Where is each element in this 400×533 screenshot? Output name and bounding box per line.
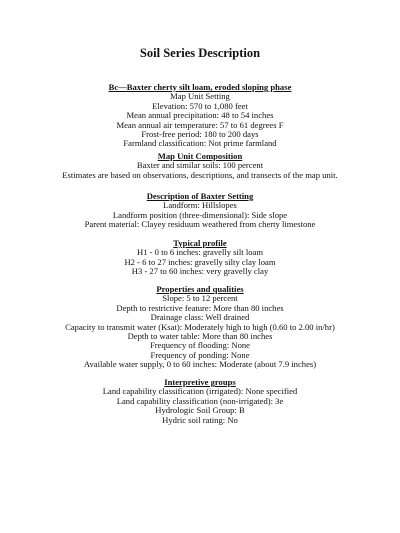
section-heading: Properties and qualities	[156, 284, 244, 294]
section-line: Frequency of flooding: None	[150, 340, 250, 351]
section-interpretive-groups	[0, 378, 400, 425]
section-line: Land capability classification (irrigated): None specified	[102, 386, 298, 397]
section-line: H1 - 0 to 6 inches: gravelly silt loam	[136, 247, 264, 258]
section-map-unit	[0, 83, 400, 149]
section-line: H2 - 6 to 27 inches: gravelly silty clay loam	[124, 256, 276, 267]
section-line: Frost-free period: 180 to 200 days	[141, 129, 259, 140]
section-line: Parent material: Clayey residuum weathered from cherty limestone	[84, 219, 316, 230]
section-line: Capacity to transmit water (Ksat): Moderately high to high (0.60 to 2.00 in/hr)	[65, 321, 335, 332]
section-heading: Typical profile	[173, 238, 227, 248]
section-line: Drainage class: Well drained	[150, 312, 250, 323]
section-line: Hydrologic Soil Group: B	[155, 405, 245, 416]
section-line: Landform position (three-dimensional): Side slope	[112, 209, 288, 220]
section-line: Available water supply, 0 to 60 inches: Moderate (about 7.9 inches)	[83, 359, 317, 370]
section-line: Elevation: 570 to 1,080 feet	[152, 100, 248, 111]
section-line: Farmland classification: Not prime farmland	[123, 138, 277, 149]
section-composition	[0, 152, 400, 180]
section-heading: Interpretive groups	[164, 377, 236, 387]
section-line: H3 - 27 to 60 inches: very gravelly clay	[131, 266, 269, 277]
section-line: Landform: Hillslopes	[163, 200, 237, 211]
section-setting	[0, 192, 400, 230]
section-heading: Map Unit Composition	[157, 151, 243, 161]
section-properties	[0, 285, 400, 370]
section-heading: Description of Baxter Setting	[146, 191, 254, 201]
section-line: Depth to water table: More than 80 inches	[127, 331, 273, 342]
section-typical-profile	[0, 239, 400, 277]
section-line: Frequency of ponding: None	[150, 349, 250, 360]
section-line: Depth to restrictive feature: More than 80 inches	[116, 302, 284, 313]
section-line: Mean annual precipitation: 48 to 54 inches	[126, 110, 274, 121]
section-line: Slope: 5 to 12 percent	[162, 293, 238, 304]
section-line: Estimates are based on observations, descriptions, and transects of the map unit.	[62, 169, 338, 180]
section-line: Hydric soil rating: No	[162, 414, 238, 425]
section-line: Mean annual air temperature: 57 to 61 degrees F	[116, 119, 284, 130]
page-title: Soil Series Description	[139, 46, 261, 60]
section-line: Map Unit Setting	[170, 91, 230, 102]
section-line: Baxter and similar soils: 100 percent	[136, 160, 264, 171]
section-heading: Bc—Baxter cherty silt loam, eroded sloping phase	[108, 82, 292, 92]
section-line: Land capability classification (non-irrigated): 3e	[116, 395, 284, 406]
